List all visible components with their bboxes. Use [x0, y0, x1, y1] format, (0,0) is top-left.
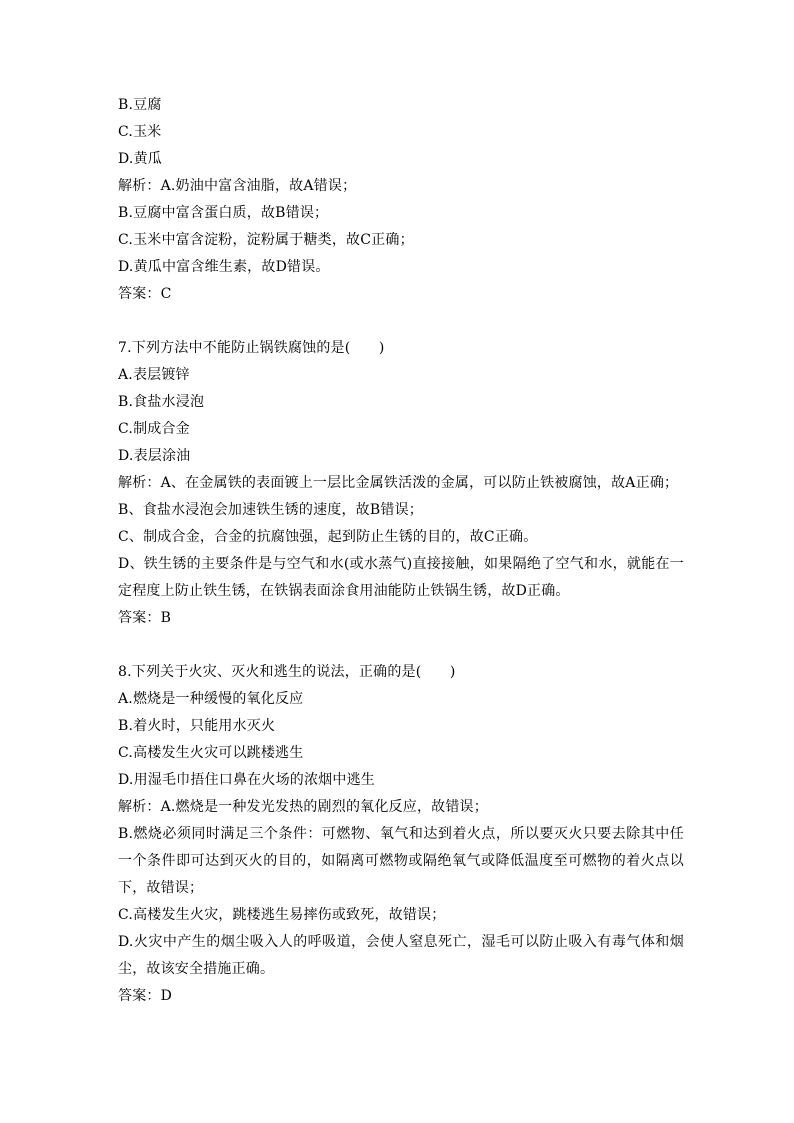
analysis-line: C、制成合金，合金的抗腐蚀强，起到防止生锈的目的，故C正确。: [118, 529, 538, 545]
spacer: [118, 308, 684, 335]
question-stem: 8.下列关于火灾、灭火和逃生的说法，正确的是( ): [118, 664, 456, 680]
question-7-block: [118, 335, 684, 632]
question-stem: 7.下列方法中不能防止锅铁腐蚀的是( ): [118, 340, 385, 356]
analysis-line: 解析：A.奶油中富含油脂，故A错误；: [118, 178, 357, 194]
analysis-line: D.火灾中产生的烟尘吸入人的呼吸道，会使人窒息死亡，湿毛可以防止吸入有毒气体和烟尘，故该安全措施正确。: [118, 934, 684, 977]
spacer: [118, 632, 684, 659]
option-a: A.燃烧是一种缓慢的氧化反应: [118, 691, 304, 707]
question-8-block: [118, 659, 684, 1010]
analysis-line: D、铁生锈的主要条件是与空气和水(或水蒸气)直接接触，如果隔绝了空气和水，就能在一定程度上防止铁生锈，在铁锅表面涂食用油能防止铁锅生锈，故D正确。: [118, 556, 684, 599]
analysis-line: C.玉米中富含淀粉，淀粉属于糖类，故C正确；: [118, 232, 414, 248]
option-d: D.表层涂油: [118, 448, 191, 464]
option-b: B.豆腐: [118, 97, 162, 113]
answer-line: 答案：B: [118, 610, 172, 626]
analysis-line: 解析：A、在金属铁的表面镀上一层比金属铁活泼的金属，可以防止铁被腐蚀，故A正确；: [118, 475, 679, 491]
analysis-line: B、食盐水浸泡会加速铁生锈的速度，故B错误；: [118, 502, 423, 518]
question-6-block: [118, 92, 684, 308]
option-a: A.表层镀锌: [118, 367, 190, 383]
option-b: B.食盐水浸泡: [118, 394, 205, 410]
option-d: D.黄瓜: [118, 151, 162, 167]
answer-line: 答案：C: [118, 286, 172, 302]
analysis-line: D.黄瓜中富含维生素，故D错误。: [118, 259, 330, 275]
analysis-line: 解析：A.燃烧是一种发光发热的剧烈的氧化反应，故错误；: [118, 799, 488, 815]
analysis-line: B.豆腐中富含蛋白质，故B错误；: [118, 205, 329, 221]
option-c: C.制成合金: [118, 421, 190, 437]
analysis-line: C.高楼发生火灾，跳楼逃生易摔伤或致死，故错误；: [118, 907, 446, 923]
document-content: [118, 92, 684, 1010]
option-c: C.玉米: [118, 124, 162, 140]
option-d: D.用湿毛巾捂住口鼻在火场的浓烟中逃生: [118, 772, 375, 788]
option-c: C.高楼发生火灾可以跳楼逃生: [118, 745, 304, 761]
option-b: B.着火时，只能用水灭火: [118, 718, 276, 734]
analysis-line: B.燃烧必须同时满足三个条件：可燃物、氧气和达到着火点，所以要灭火只要去除其中任一个条件即可达到灭火的目的，如隔离可燃物或隔绝氧气或降低温度至可燃物的着火点以下，故错误；: [118, 826, 684, 896]
answer-line: 答案：D: [118, 988, 173, 1004]
